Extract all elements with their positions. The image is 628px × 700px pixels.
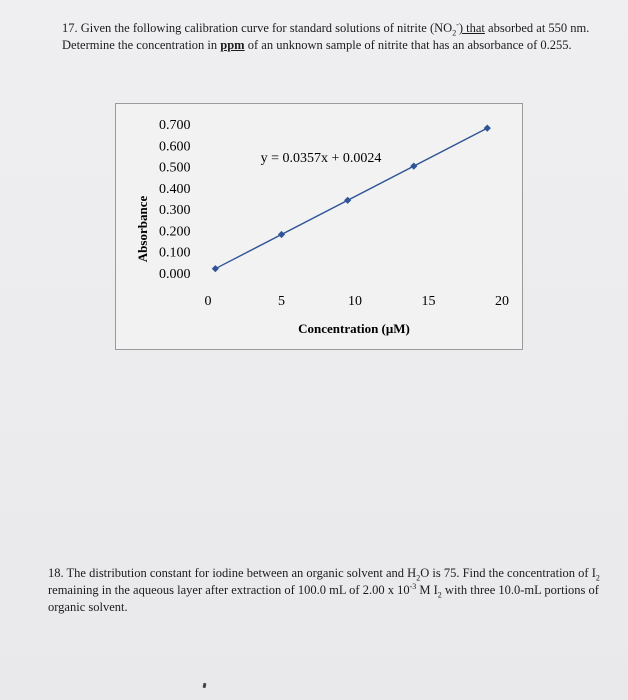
- y-axis-tick-labels: [159, 118, 191, 282]
- x-tick-label: 0: [204, 294, 212, 309]
- question-17: [62, 20, 592, 54]
- x-tick-label: 5: [278, 294, 285, 309]
- calibration-chart-frame: [115, 103, 523, 350]
- question-17-text-b: ): [458, 21, 464, 35]
- question-17-number: 17.: [62, 21, 78, 35]
- y-tick-label: 0.400: [159, 181, 191, 197]
- x-axis-label: Concentration (μM): [298, 321, 410, 336]
- question-17-text-d: of an unknown sample of nitrite that has an absorbance of 0.255.: [244, 38, 572, 52]
- y-tick-label: 0.700: [159, 118, 191, 133]
- pen-mark: [203, 683, 207, 689]
- question-18-text-a: The distribution constant for iodine between an organic solvent and H: [66, 566, 417, 580]
- y-tick-label: 0.500: [159, 160, 191, 176]
- y-tick-label: 0.200: [159, 224, 191, 240]
- iodine-subscript: 2: [595, 573, 600, 583]
- y-axis-label: Absorbance: [135, 195, 150, 263]
- x-tick-label: 20: [495, 294, 509, 309]
- question-18: [48, 565, 608, 616]
- iodine-subscript-b: 2: [437, 590, 442, 600]
- question-18-text-d: M I: [416, 583, 438, 597]
- y-tick-label: 0.000: [159, 267, 191, 282]
- data-point-marker: [344, 197, 351, 204]
- calibration-chart: [116, 104, 522, 349]
- question-17-underlined-that: that: [463, 21, 485, 35]
- h2o-subscript: 2: [416, 573, 421, 583]
- nitrite-superscript: -: [456, 19, 459, 29]
- question-18-text-b: O is 75. Find the concentration of I: [420, 566, 596, 580]
- question-17-text-c: absorbed at 550 nm. Determine the concentration in: [62, 21, 590, 52]
- x-axis-tick-labels: [205, 294, 510, 309]
- question-18-number: 18.: [48, 566, 64, 580]
- data-point-marker: [278, 231, 285, 238]
- data-point-marker: [410, 163, 417, 170]
- data-point-marker: [212, 265, 219, 272]
- y-tick-label: 0.300: [159, 203, 191, 219]
- question-18-text-c: remaining in the aqueous layer after extraction of 100.0 mL of 2.00 x 10: [48, 583, 410, 597]
- trendline-equation: y = 0.0357x + 0.0024: [260, 151, 382, 166]
- exponent-superscript: -3: [409, 581, 417, 591]
- trendline: [215, 128, 487, 269]
- question-17-text-a: Given the following calibration curve for standard solutions of nitrite (NO: [80, 21, 453, 35]
- y-tick-label: 0.600: [159, 139, 191, 155]
- ppm-underlined: ppm: [220, 38, 245, 52]
- y-tick-label: 0.100: [159, 245, 191, 261]
- x-tick-label: 15: [421, 294, 436, 309]
- question-18-text-e: with three 10.0-mL portions of organic solvent.: [48, 583, 599, 614]
- data-point-marker: [484, 125, 491, 132]
- x-tick-label: 10: [348, 294, 362, 309]
- nitrite-subscript: 2: [452, 28, 457, 38]
